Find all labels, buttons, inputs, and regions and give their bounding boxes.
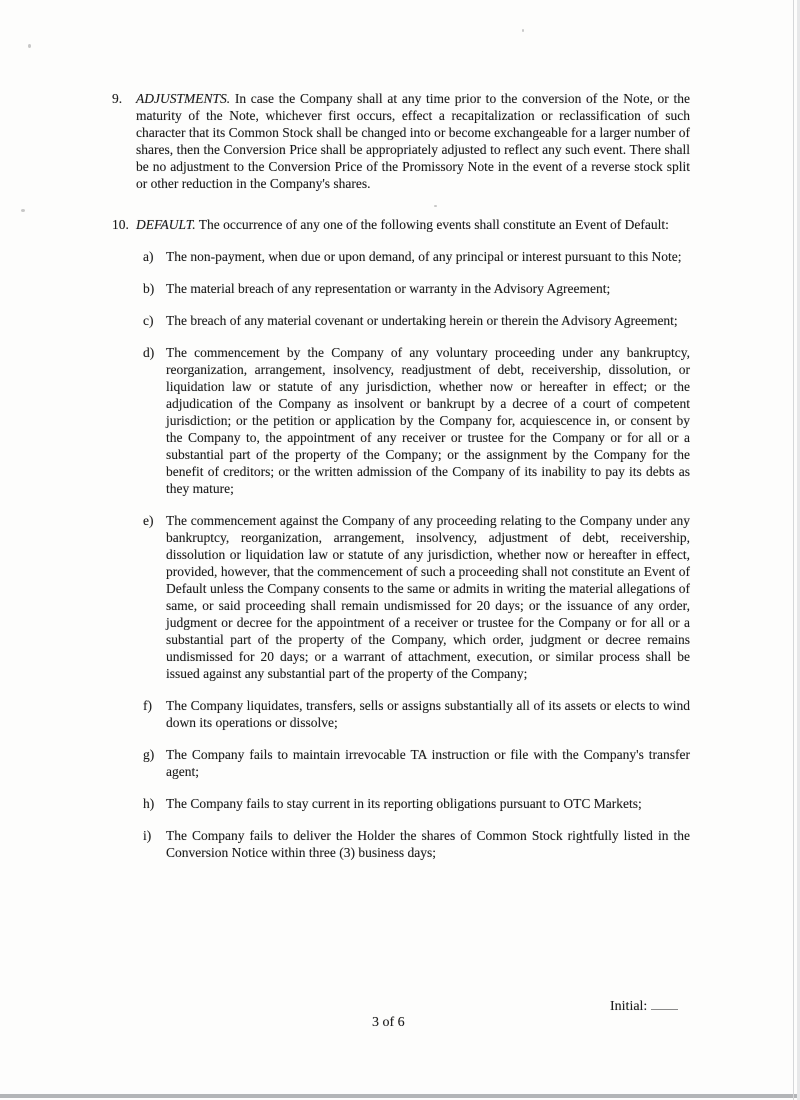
item-label: i) [143, 828, 152, 843]
initial-label: Initial: [610, 999, 648, 1014]
list-item-d [143, 344, 690, 497]
section-default [112, 216, 690, 233]
section-body-text: The occurrence of any one of the following events shall constitute an Event of Default: [198, 217, 669, 232]
section-paragraph [136, 216, 690, 233]
list-item-h [143, 795, 690, 812]
item-text: The Company fails to maintain irrevocable TA instruction or file with the Company's transfer agent; [166, 747, 690, 779]
list-item-f [143, 697, 690, 731]
item-label: f) [143, 698, 152, 713]
page-number: 3 of 6 [372, 1015, 405, 1030]
list-item-a [143, 248, 690, 265]
scan-edge-right [793, 0, 794, 1100]
item-label: c) [143, 313, 154, 328]
item-label: a) [143, 249, 154, 264]
item-text: The Company fails to deliver the Holder the shares of Common Stock rightfully listed in the Conversion Notice within three (3) business days; [166, 828, 690, 860]
list-item-c [143, 312, 690, 329]
item-label: e) [143, 513, 154, 528]
item-text: The commencement by the Company of any voluntary proceeding under any bankruptcy, reorganization, arrangement, insolvency, readjustment of debt, receivership, dissolution, or liquidation law or statute of any jurisdiction, whether now or hereafter in effect; or the adjudication of the Company as insolvent or bankrupt by a decree of a court of competent jurisdiction; or the petition or application by the Company for, acquiescence in, or consent by the Company to, the appointment of any receiver or trustee for the Company or for all or a substantial part of the property of the Company; or the assignment by the Company for the benefit of creditors; or the written admission of the Company of its inability to pay its debts as they mature; [166, 345, 690, 496]
list-item-b [143, 280, 690, 297]
section-adjustments [112, 90, 690, 192]
item-text: The commencement against the Company of any proceeding relating to the Company under any bankruptcy, reorganization, arrangement, insolvency, adjustment of debt, receivership, dissolution or liquidation law or statute of any jurisdiction, whether now or hereafter in effect, provided, however, that the commencement of such a proceeding shall not constitute an Event of Default unless the Company consents to the same or admits in writing the material allegations of same, or said proceeding shall remain undismissed for 20 days; or the issuance of any order, judgment or decree for the appointment of a receiver or trustee for the Company or for all or a substantial part of the property of the Company, which order, judgment or decree remains undismissed for 20 days; or a warrant of attachment, execution, or similar process shall be issued against any substantial part of the property of the Company; [166, 513, 690, 681]
section-body-text: In case the Company shall at any time prior to the conversion of the Note, or the maturity of the Note, whichever first occurs, effect a recapitalization or reclassification of such character that its Common Stock shall be changed into or become exchangeable for a larger number of shares, then the Conversion Price shall be appropriately adjusted to reflect any such event. There shall be no adjustment to the Conversion Price of the Promissory Note in the event of a reverse stock split or other reduction in the Company's shares. [136, 91, 690, 191]
list-item-g [143, 746, 690, 780]
section-heading: DEFAULT. [136, 217, 196, 232]
item-text: The Company liquidates, transfers, sells or assigns substantially all of its assets or elects to wind down its operations or dissolve; [166, 698, 690, 730]
document-body [112, 90, 690, 861]
section-heading: ADJUSTMENTS. [136, 91, 231, 106]
initial-line [610, 998, 678, 1015]
scan-speck [21, 209, 25, 212]
item-text: The non-payment, when due or upon demand, of any principal or interest pursuant to this Note; [166, 249, 682, 264]
section-number: 9. [112, 91, 123, 106]
item-label: b) [143, 281, 155, 296]
default-event-list [143, 248, 690, 861]
list-item-i [143, 827, 690, 861]
item-text: The Company fails to stay current in its reporting obligations pursuant to OTC Markets; [166, 796, 642, 811]
scan-edge-bottom [0, 1094, 800, 1098]
scan-speck [28, 44, 31, 48]
item-label: h) [143, 796, 155, 811]
item-text: The breach of any material covenant or undertaking herein or therein the Advisory Agreement; [166, 313, 678, 328]
item-text: The material breach of any representation or warranty in the Advisory Agreement; [166, 281, 611, 296]
item-label: g) [143, 747, 155, 762]
scan-speck [522, 29, 524, 32]
item-label: d) [143, 345, 155, 360]
section-paragraph [136, 90, 690, 192]
list-item-e [143, 512, 690, 682]
initial-blank-field [651, 998, 678, 1010]
section-number: 10. [112, 217, 129, 232]
